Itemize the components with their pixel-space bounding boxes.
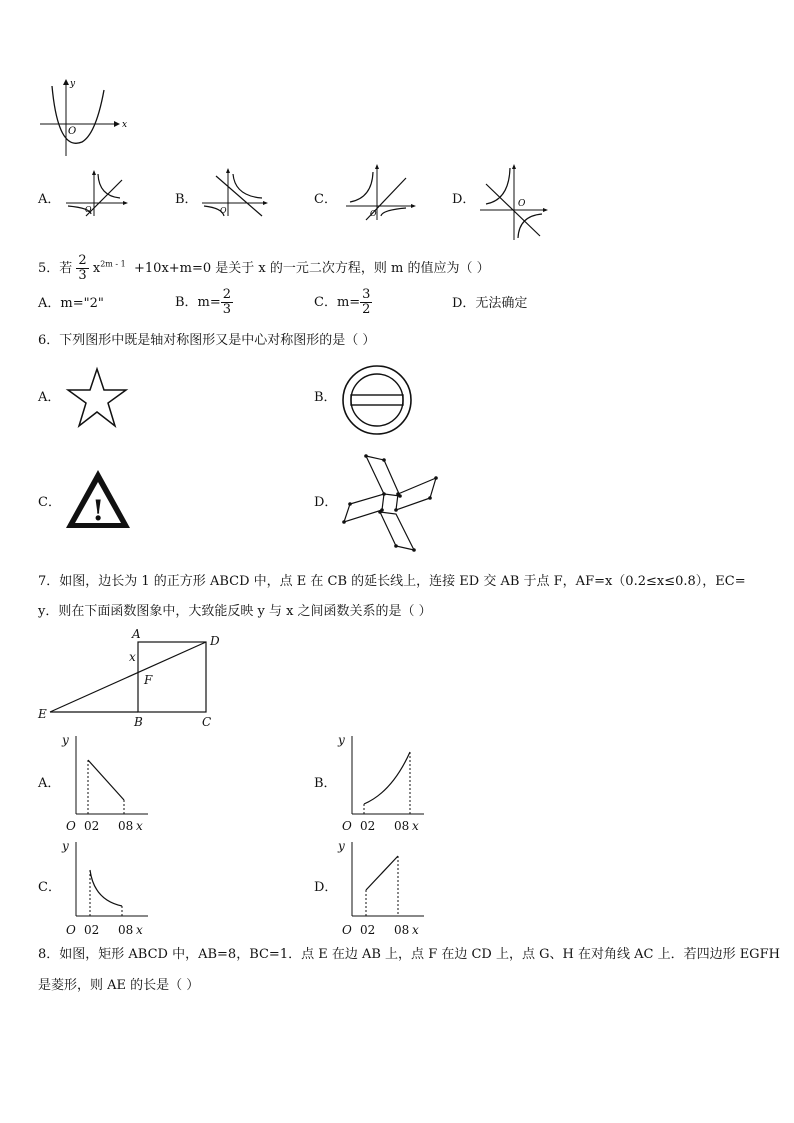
point-b-label: B bbox=[134, 715, 143, 729]
point-d-label: D bbox=[210, 634, 220, 648]
q6-option-d-letter: D． bbox=[314, 495, 338, 510]
q4-main-graph bbox=[38, 76, 138, 160]
axis-x-label: x bbox=[122, 120, 128, 130]
q5-prefix: 5．若 bbox=[38, 261, 73, 276]
axis-y-label: y bbox=[62, 733, 69, 747]
q4-option-b-letter: B． bbox=[175, 192, 198, 207]
q7-option-c-graph bbox=[58, 836, 158, 940]
q4-option-a-letter: A． bbox=[38, 192, 61, 207]
q5-option-a: A．m="2" bbox=[38, 296, 104, 311]
warning-triangle-icon bbox=[62, 466, 134, 532]
origin-label: O bbox=[220, 206, 227, 215]
tick-08: 08 bbox=[394, 923, 410, 937]
point-e-label: E bbox=[38, 707, 47, 721]
axis-x-label: x bbox=[412, 923, 419, 937]
q4-option-c-graph bbox=[344, 160, 426, 222]
pinwheel-icon bbox=[338, 450, 442, 556]
q7-stem-line1: 7．如图，边长为 1 的正方形 ABCD 中，点 E 在 CB 的延长线上，连接 ED 交 AB 于点 F，AF=x（0.2≤x≤0.8），EC= bbox=[38, 574, 746, 589]
q5-option-d: D．无法确定 bbox=[452, 296, 528, 311]
q5-exponent: 2m - 1 bbox=[100, 259, 126, 269]
tick-08: 08 bbox=[394, 819, 410, 833]
tick-02: 02 bbox=[84, 923, 100, 937]
q7-option-d-letter: D． bbox=[314, 880, 338, 895]
q4-option-a-graph bbox=[64, 168, 136, 218]
tick-02: 02 bbox=[84, 819, 100, 833]
q5-option-b: B．m= $\frac{2}{3}$ bbox=[175, 287, 232, 317]
tick-02: 02 bbox=[360, 819, 376, 833]
q7-option-b-graph bbox=[334, 730, 434, 836]
point-a-label: A bbox=[132, 628, 141, 641]
tick-02: 02 bbox=[360, 923, 376, 937]
q4-option-d-letter: D． bbox=[452, 192, 476, 207]
origin-label: O bbox=[342, 819, 352, 833]
axis-x-label: x bbox=[412, 819, 419, 833]
origin-label: O bbox=[85, 205, 92, 214]
axis-y-label: y bbox=[338, 839, 345, 853]
origin-label: O bbox=[518, 199, 526, 209]
q7-option-b-letter: B． bbox=[314, 776, 337, 791]
axis-x-label: x bbox=[136, 819, 143, 833]
q5-fraction: $\frac{2}{3}$ bbox=[78, 253, 87, 283]
origin-label: O bbox=[66, 819, 76, 833]
q4-option-d-graph bbox=[478, 160, 558, 242]
q4-option-c-letter: C． bbox=[314, 192, 337, 207]
axis-y-label: y bbox=[338, 733, 345, 747]
q7-option-c-letter: C． bbox=[38, 880, 61, 895]
tick-08: 08 bbox=[118, 819, 134, 833]
point-f-label: F bbox=[144, 673, 153, 687]
point-c-label: C bbox=[202, 715, 212, 729]
q6-option-a-letter: A． bbox=[38, 390, 61, 405]
star-icon bbox=[64, 366, 130, 430]
q7-stem-line2: y．则在下面函数图象中，大致能反映 y 与 x 之间函数关系的是（ ） bbox=[38, 604, 432, 619]
q7-option-a-letter: A． bbox=[38, 776, 61, 791]
origin-label: O bbox=[342, 923, 352, 937]
q5-suffix: +10x+m=0 是关于 x 的一元二次方程，则 m 的值应为（ ） bbox=[134, 261, 490, 276]
ring-with-bar-icon bbox=[340, 364, 414, 436]
q7-option-a-graph bbox=[58, 730, 158, 836]
axis-y-label: y bbox=[70, 79, 76, 89]
segment-x-label: x bbox=[129, 650, 136, 664]
q7-option-d-graph bbox=[334, 836, 434, 940]
tick-08: 08 bbox=[118, 923, 134, 937]
axis-x-label: x bbox=[136, 923, 143, 937]
q6-stem: 6．下列图形中既是轴对称图形又是中心对称图形的是（ ） bbox=[38, 333, 376, 348]
q5-stem bbox=[38, 254, 490, 283]
q8-stem-line1: 8．如图，矩形 ABCD 中，AB=8，BC=1．点 E 在边 AB 上，点 F 在边 CD 上，点 G、H 在对角线 AC 上．若四边形 EGFH bbox=[38, 947, 780, 962]
q7-square-figure bbox=[34, 628, 234, 732]
warning-mark: ! bbox=[92, 494, 105, 527]
origin-label: O bbox=[370, 209, 377, 218]
q5-variable: x bbox=[92, 261, 101, 276]
q8-stem-line2: 是菱形，则 AE 的长是（ ） bbox=[38, 978, 200, 993]
q6-option-b-letter: B． bbox=[314, 390, 337, 405]
q4-option-b-graph bbox=[200, 166, 276, 218]
axis-y-label: y bbox=[62, 839, 69, 853]
origin-label: O bbox=[66, 923, 76, 937]
q6-option-c-letter: C． bbox=[38, 495, 61, 510]
origin-label: O bbox=[68, 126, 77, 137]
q5-option-c: C．m= $\frac{3}{2}$ bbox=[314, 287, 371, 317]
